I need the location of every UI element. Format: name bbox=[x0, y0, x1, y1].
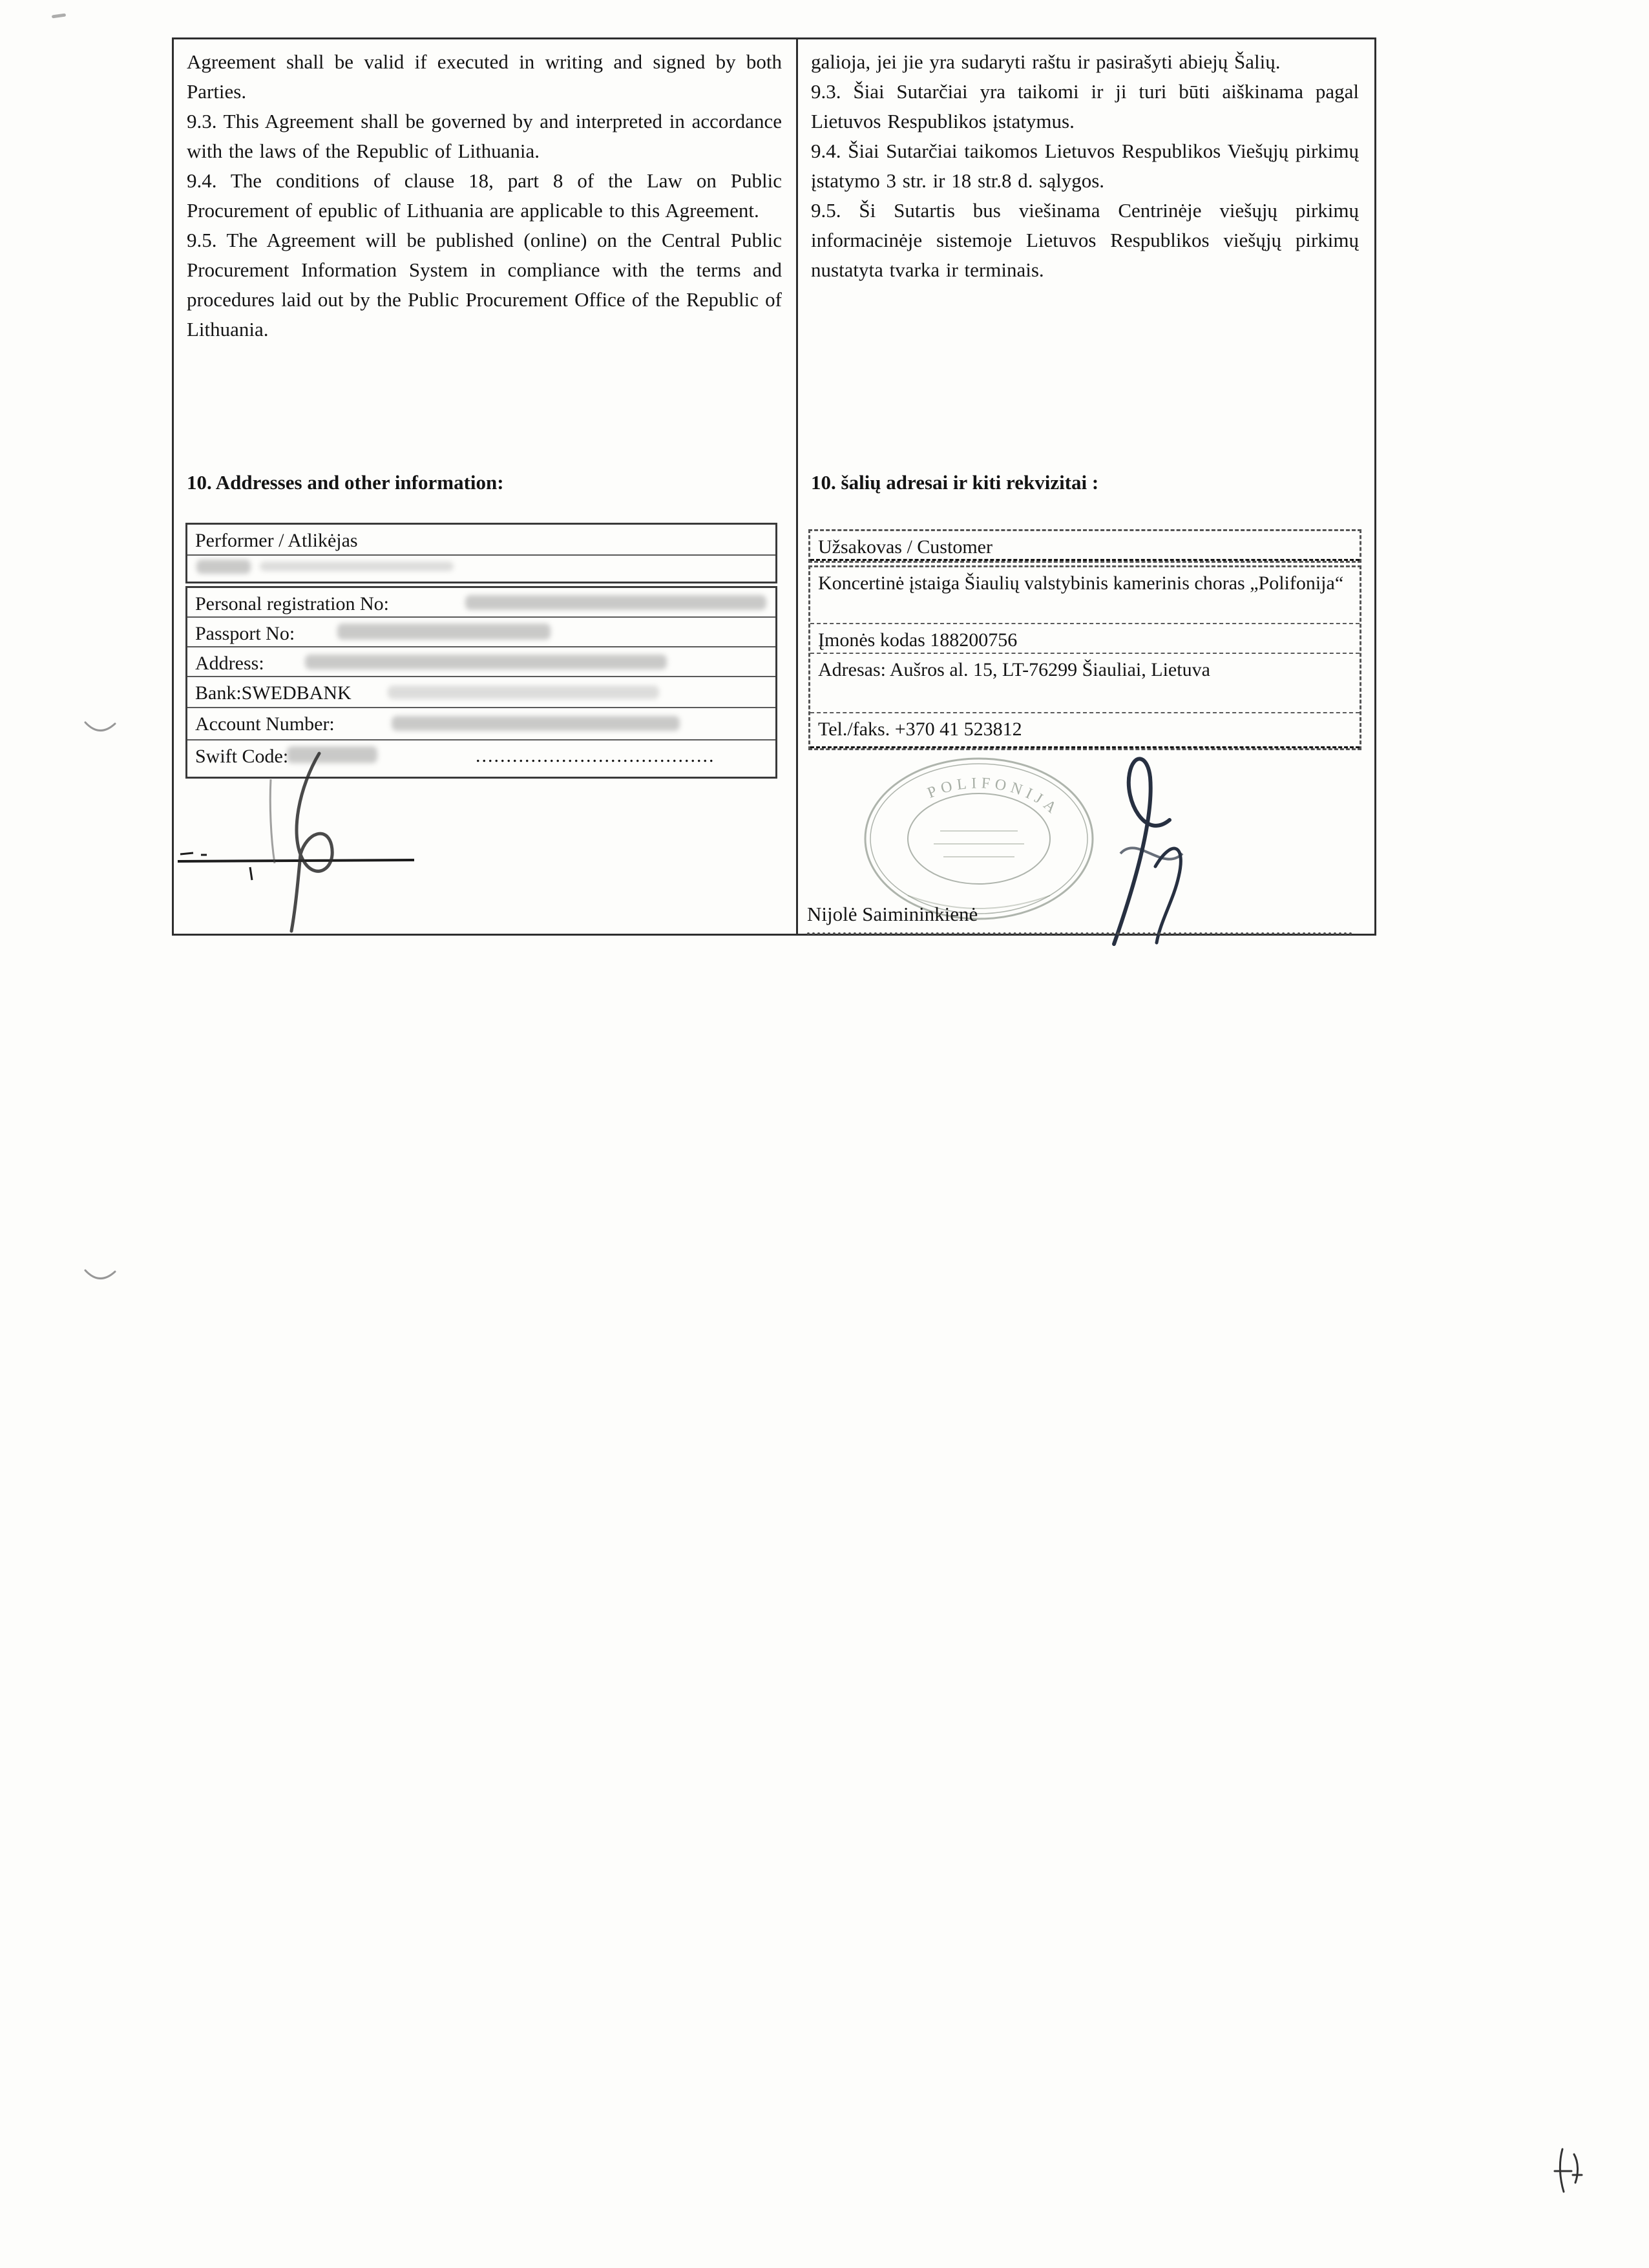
table-row-address bbox=[187, 647, 775, 677]
agreement-bilingual-table bbox=[172, 37, 1376, 936]
column-english bbox=[174, 39, 798, 934]
redaction-smudge bbox=[392, 716, 680, 731]
table-row-address-lt bbox=[810, 654, 1360, 713]
svg-text:POLIFONIJA bbox=[925, 775, 1063, 819]
paragraph-lt-9-4: 9.4. Šiai Sutarčiai taikomos Lietuvos Respublikos Viešųjų pirkimų įstatymo 3 str. ir 18 str.8 d. sąlygos. bbox=[811, 140, 1359, 192]
paragraph-lt-9-5: 9.5. Ši Sutartis bus viešinama Centrinėje viešųjų pirkimų informacinėje sistemoje Lietuvos Respublikos viešųjų pirkimų nustatyta tvarka ir terminais. bbox=[811, 199, 1359, 281]
phone-fax-value: Tel./faks. +370 41 523812 bbox=[818, 719, 1022, 740]
paragraph-en-9-3: 9.3. This Agreement shall be governed by and interpreted in accordance with the laws of the Republic of Lithuania. bbox=[187, 110, 782, 162]
table-row-customer-header bbox=[810, 531, 1360, 561]
dotted-fill-line: ....................................... bbox=[476, 745, 715, 766]
paragraph-en-intro: Agreement shall be valid if executed in writing and signed by both Parties. bbox=[187, 50, 782, 103]
table-row-bank bbox=[187, 677, 775, 708]
redaction-smudge bbox=[196, 560, 251, 574]
corner-scribble bbox=[1549, 2144, 1588, 2202]
table-row-company-code bbox=[810, 624, 1360, 654]
address-value: Adresas: Aušros al. 15, LT-76299 Šiauliai, Lietuva bbox=[818, 659, 1210, 680]
redaction-smudge bbox=[305, 655, 667, 669]
table-row-customer-name bbox=[810, 567, 1360, 624]
official-round-stamp bbox=[856, 747, 1102, 928]
field-label: Swift Code: bbox=[195, 746, 289, 767]
table-row-personal-reg bbox=[187, 588, 775, 618]
field-label: Passport No: bbox=[195, 623, 295, 644]
table-row-phone-fax bbox=[810, 713, 1360, 748]
section-heading-lt: 10. šalių adresai ir kiti rekvizitai : bbox=[811, 471, 1099, 494]
scan-artifact-curl bbox=[83, 1265, 119, 1287]
performer-table bbox=[185, 523, 777, 583]
paragraph-lt-intro: galioja, jei jie yra sudaryti raštu ir pasirašyti abiejų Šalių. bbox=[811, 50, 1281, 73]
scan-artifact-mark bbox=[52, 13, 66, 18]
table-row-account-number bbox=[187, 708, 775, 740]
performer-header-label: Performer / Atlikėjas bbox=[195, 530, 358, 551]
paragraph-en-9-4: 9.4. The conditions of clause 18, part 8 of the Law on Public Procurement of epublic of Lithuania are applicable to this Agreement. bbox=[187, 169, 782, 222]
redaction-smudge bbox=[337, 624, 551, 640]
section-heading-en: 10. Addresses and other information: bbox=[187, 471, 504, 494]
field-label: Account Number: bbox=[195, 713, 335, 735]
customer-name-value: Koncertinė įstaiga Šiaulių valstybinis kamerinis choras „Polifonija“ bbox=[818, 572, 1344, 594]
stamp-ring-text: POLIFONIJA bbox=[925, 775, 1064, 820]
column-lithuanian bbox=[798, 39, 1374, 934]
field-label: Address: bbox=[195, 653, 264, 674]
handwritten-signature-performer bbox=[174, 740, 445, 941]
table-row-passport bbox=[187, 618, 775, 647]
redaction-smudge bbox=[260, 562, 454, 571]
table-row-performer-header bbox=[187, 525, 775, 556]
scan-artifact-curl bbox=[83, 717, 119, 739]
redaction-smudge bbox=[465, 595, 766, 610]
customer-table bbox=[808, 529, 1361, 563]
customer-header-label: Užsakovas / Customer bbox=[818, 536, 993, 558]
field-label: Bank:SWEDBANK bbox=[195, 682, 352, 704]
table-row-performer-name-redacted bbox=[187, 556, 775, 582]
redaction-smudge bbox=[388, 686, 659, 699]
field-label: Personal registration No: bbox=[195, 593, 389, 614]
paragraph-lt-9-3: 9.3. Šiai Sutarčiai yra taikomi ir ji turi būti aiškinama pagal Lietuvos Respublikos įstatymus. bbox=[811, 80, 1359, 132]
signatory-name: Nijolė Saimininkienė bbox=[807, 903, 1352, 935]
company-code-value: Įmonės kodas 188200756 bbox=[818, 629, 1018, 651]
paragraph-en-9-5: 9.5. The Agreement will be published (online) on the Central Public Procurement Information System in compliance with the terms and procedures laid out by the Public Procurement Office of the Republic of Lithuania. bbox=[187, 229, 782, 341]
customer-details-table bbox=[808, 565, 1361, 750]
